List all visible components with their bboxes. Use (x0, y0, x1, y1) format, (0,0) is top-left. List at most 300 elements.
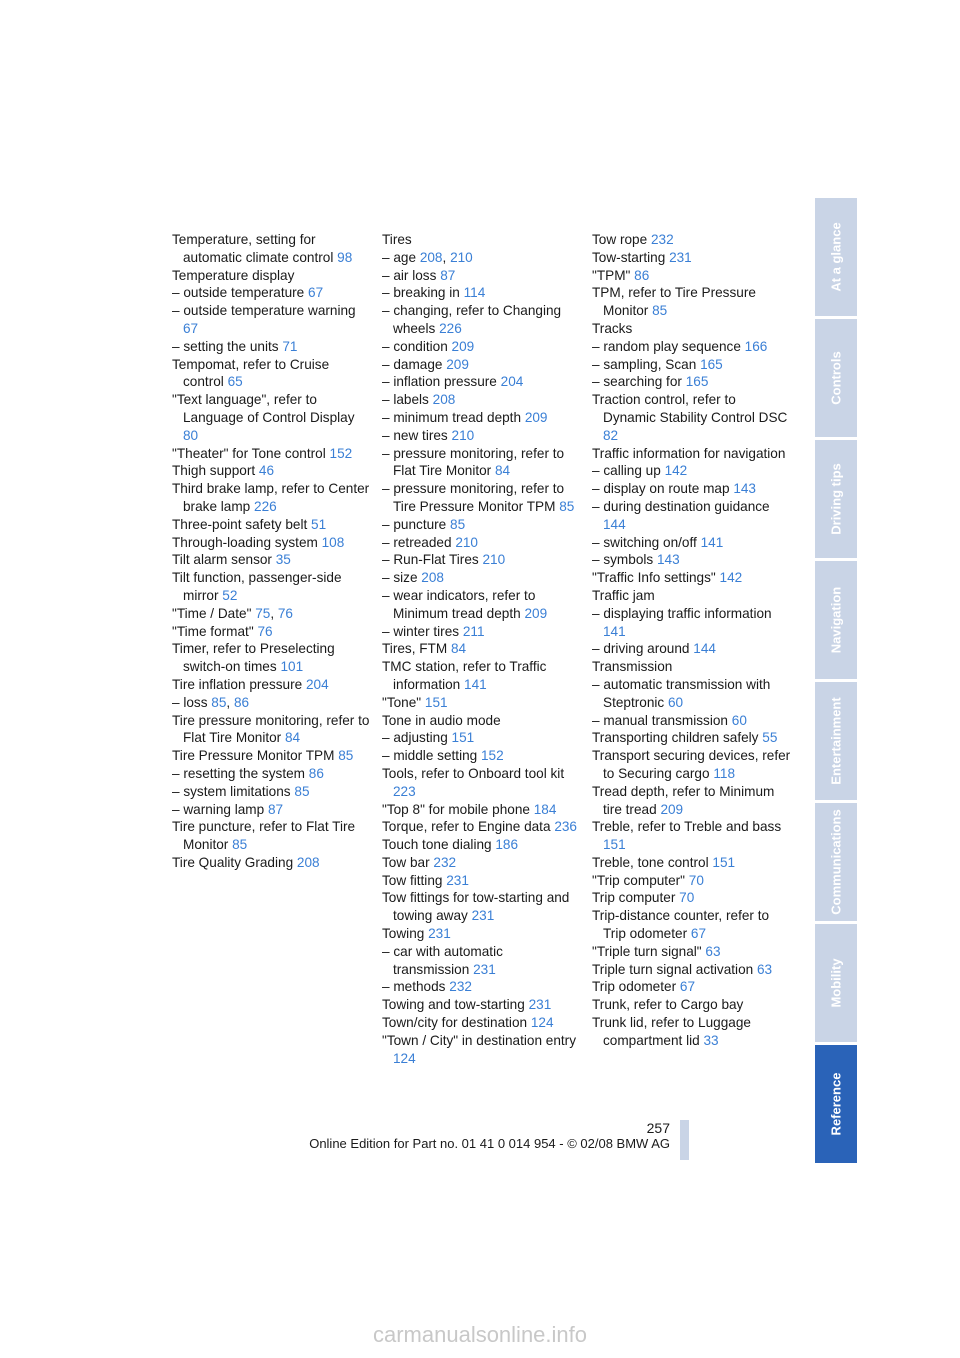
page-ref-link[interactable]: 184 (533, 801, 557, 817)
index-term: – searching for (592, 374, 682, 390)
index-entry (382, 427, 582, 445)
index-term: Through-loading system (172, 534, 318, 550)
page-ref-link[interactable]: 87 (267, 801, 284, 817)
index-term: – new tires (382, 427, 448, 443)
index-term: Three-point safety belt (172, 516, 308, 532)
index-entry (592, 391, 792, 444)
index-term: – loss (172, 694, 208, 710)
index-entry (382, 623, 582, 641)
index-entry (592, 605, 792, 641)
page-ref-link[interactable]: 55 (762, 730, 778, 746)
page-ref-link[interactable]: 151 (451, 730, 475, 746)
index-entry (172, 783, 372, 801)
index-entry (592, 854, 792, 872)
index-term: "Time format" (172, 623, 254, 639)
page-ref-link[interactable]: 108 (321, 534, 345, 550)
index-term: Treble, tone control (592, 854, 709, 870)
index-term: Triple turn signal activation (592, 961, 754, 977)
index-entry (592, 961, 792, 979)
section-tab-label: Controls (828, 351, 844, 405)
index-term: "Triple turn signal" (592, 943, 702, 959)
page-ref-link[interactable]: 208 (296, 854, 320, 870)
page-ref-link[interactable]: 85 (232, 837, 248, 853)
index-term: Trip computer (592, 890, 676, 906)
page-ref-link[interactable]: 80 (183, 427, 199, 443)
index-term: Tires (382, 232, 412, 247)
section-tabs (815, 198, 857, 1166)
index-entry (592, 729, 792, 747)
index-term: Temperature, setting for automatic climate control (172, 232, 334, 265)
page-ref-link[interactable]: 166 (744, 338, 768, 354)
index-entry (382, 409, 582, 427)
page-ref-link[interactable]: 231 (528, 997, 552, 1013)
index-entry (172, 854, 372, 872)
page-ref-link[interactable]: 210 (451, 427, 475, 443)
index-entry (592, 480, 792, 498)
index-entry (382, 587, 582, 623)
page-ref-link[interactable]: 151 (712, 854, 736, 870)
index-term: – pressure monitoring, refer to Tire Pressure Monitor TPM (382, 481, 565, 514)
page-ref-link[interactable]: 210 (455, 534, 478, 550)
page-ref-link[interactable]: 231 (471, 908, 495, 924)
index-term: – driving around (592, 641, 690, 657)
page-ref-link[interactable]: 144 (603, 516, 626, 532)
page-ref-link[interactable]: 85 (450, 516, 466, 532)
index-term: Tilt alarm sensor (172, 552, 272, 568)
index-term: "Town / City" in destination entry (382, 1032, 577, 1048)
page-ref-link[interactable]: 87 (440, 267, 456, 283)
page-ref-link[interactable]: 86 (308, 765, 324, 781)
section-tab-label: Driving tips (828, 463, 844, 535)
index-entry (382, 338, 582, 356)
index-entry (382, 996, 582, 1014)
page-ref-link[interactable]: 82 (603, 427, 619, 443)
page-ref-link[interactable]: 151 (603, 837, 626, 853)
index-term: – automatic transmission with Steptronic (592, 676, 771, 710)
index-entry (172, 818, 372, 854)
index-entry (382, 872, 582, 890)
index-entry (592, 1014, 792, 1050)
index-term: Town/city for destination (382, 1015, 528, 1031)
index-entry (382, 747, 582, 765)
index-entry (382, 694, 582, 712)
index-entry (172, 267, 372, 285)
index-entry (172, 445, 372, 463)
index-entry (382, 925, 582, 943)
index-entry (382, 889, 582, 925)
index-entry (592, 462, 792, 480)
index-entry (172, 534, 372, 552)
index-column-3 (592, 231, 792, 1050)
index-entry (592, 249, 792, 267)
index-term: – minimum tread depth (382, 409, 522, 425)
page-ref-link[interactable]: 124 (393, 1050, 416, 1066)
index-term: – damage (382, 356, 443, 372)
index-term: Towing and tow-starting (382, 997, 525, 1013)
page-ref-link[interactable]: 141 (700, 534, 724, 550)
index-entry (172, 302, 372, 338)
index-entry (382, 712, 582, 730)
index-term: – manual transmission (592, 712, 728, 728)
section-tab-label: Entertainment (828, 697, 844, 785)
index-term: Tempomat, refer to Cruise control (172, 356, 330, 390)
index-term: Transmission (592, 659, 673, 675)
page-ref-link[interactable]: 67 (679, 979, 696, 995)
index-term: Torque, refer to Engine data (382, 819, 551, 835)
index-term: "Tone" (382, 694, 422, 710)
index-term: Temperature display (172, 267, 295, 283)
index-entry (382, 801, 582, 819)
index-term: Tire puncture, refer to Flat Tire Monitor (172, 819, 356, 853)
index-entry (382, 1014, 582, 1032)
index-entry (382, 854, 582, 872)
index-entry (172, 765, 372, 783)
index-term: – changing, refer to Changing wheels (382, 303, 562, 336)
index-entry: "Time / Date" 75, 76 (172, 605, 293, 621)
index-entry (172, 356, 372, 392)
page-ref-link[interactable]: 141 (464, 676, 487, 692)
page-ref-link[interactable]: 208 (432, 392, 456, 408)
index-entry (382, 534, 582, 552)
index-entry (172, 640, 372, 676)
index-entry (382, 551, 582, 569)
index-entry (172, 231, 372, 267)
index-term: – display on route map (592, 481, 730, 497)
page-ref-link[interactable]: 208 (421, 570, 444, 586)
page-ref-link[interactable]: 46 (258, 463, 275, 479)
index-term: Trip odometer (592, 979, 677, 995)
index-entry (382, 640, 582, 658)
index-entry (592, 712, 792, 730)
index-term: "Traffic Info settings" (592, 570, 716, 586)
index-term: – switching on/off (592, 534, 697, 550)
index-entry (592, 907, 792, 943)
section-tab-navigation[interactable] (815, 561, 857, 679)
index-term: – displaying traffic information (592, 605, 772, 621)
index-entry (592, 373, 792, 391)
page-ref-link[interactable]: 67 (183, 320, 199, 336)
index-term: Treble, refer to Treble and bass (592, 819, 782, 835)
page-ref-link[interactable]: 76 (257, 623, 273, 639)
section-tab-driving-tips[interactable] (815, 440, 857, 558)
section-tab-mobility[interactable] (815, 924, 857, 1042)
index-term: Transporting children safely (592, 730, 759, 746)
index-entry (592, 587, 792, 605)
page-ref-link[interactable]: 141 (603, 623, 626, 639)
index-entry (172, 516, 372, 534)
index-entry (592, 445, 792, 463)
section-tab-label: Mobility (828, 958, 844, 1008)
index-entry (172, 801, 372, 819)
index-entry: – loss 85, 86 (172, 694, 250, 710)
page-ref-link[interactable]: 51 (311, 516, 327, 532)
index-entry (592, 231, 792, 249)
index-term: – symbols (592, 552, 654, 568)
index-term: – during destination guidance (592, 498, 770, 514)
index-entry (382, 569, 582, 587)
index-term: – resetting the system (172, 765, 305, 781)
index-term: – wear indicators, refer to Minimum tread depth (382, 587, 536, 621)
page-ref-link[interactable]: 209 (660, 801, 684, 817)
index-term: "TPM" (592, 267, 631, 283)
page-ref-link[interactable]: 209 (524, 409, 548, 425)
index-term: – methods (382, 979, 446, 995)
index-term: Traction control, refer to Dynamic Stability Control DSC (592, 392, 788, 425)
index-term: "Theater" for Tone control (172, 445, 326, 461)
index-column-1 (172, 231, 372, 872)
page-ref-link[interactable]: 165 (685, 374, 709, 390)
index-term: – labels (382, 392, 429, 408)
index-entry (592, 978, 792, 996)
page-ref-link[interactable]: 209 (524, 605, 548, 621)
page-ref-link[interactable]: 67 (308, 285, 324, 301)
index-term: Tow-starting (592, 249, 666, 265)
section-tab-controls[interactable] (815, 319, 857, 437)
section-tab-label: Communications (828, 809, 844, 915)
page-ref-link[interactable]: 84 (450, 641, 467, 657)
index-entry (592, 569, 792, 587)
index-entry: – age 208, 210 (382, 249, 473, 265)
page-ref-link[interactable]: 208 (419, 249, 443, 265)
section-tab-label: Navigation (828, 586, 844, 654)
index-term: – middle setting (382, 748, 478, 764)
index-term: Tire inflation pressure (172, 676, 303, 692)
page-ref-link[interactable]: 85 (338, 748, 354, 764)
page-ref-link[interactable]: 236 (554, 819, 577, 835)
index-entry (592, 872, 792, 890)
page-ref-link[interactable]: 76 (277, 605, 293, 621)
page-ref-link[interactable]: 143 (733, 481, 756, 497)
index-entry (382, 391, 582, 409)
page-ref-link[interactable]: 231 (473, 961, 496, 977)
index-term: Tools, refer to Onboard tool kit (382, 765, 565, 781)
index-entry (172, 623, 372, 641)
index-term: – setting the units (172, 338, 279, 354)
page-ref-link[interactable]: 165 (700, 356, 723, 372)
footer-bar (680, 1120, 689, 1160)
index-entry (592, 676, 792, 712)
index-term: – system limitations (172, 783, 291, 799)
index-term: – condition (382, 338, 448, 354)
index-term: – car with automatic transmission (382, 943, 503, 977)
index-term: Timer, refer to Preselecting switch-on times (172, 641, 335, 675)
index-entry (382, 373, 582, 391)
index-term: – adjusting (382, 730, 448, 746)
index-term: Thigh support (172, 463, 256, 479)
page-ref-link[interactable]: 223 (393, 783, 416, 799)
page-ref-link[interactable]: 232 (650, 232, 674, 247)
page-ref-link[interactable]: 67 (690, 926, 707, 942)
index-entry (382, 836, 582, 854)
index-entry (382, 302, 582, 338)
index-entry (382, 658, 582, 694)
index-term: – outside temperature warning (172, 303, 356, 319)
index-term: Tires, FTM (382, 641, 448, 657)
index-term: – outside temperature (172, 285, 305, 301)
index-entry (592, 551, 792, 569)
section-tab-reference[interactable] (815, 1045, 857, 1163)
page-ref-link[interactable]: 60 (731, 712, 747, 728)
page-ref-link[interactable]: 84 (494, 463, 511, 479)
index-term: Transport securing devices, refer to Securing cargo (592, 748, 791, 781)
page-ref-link[interactable]: 85 (294, 783, 310, 799)
index-term: Tracks (592, 320, 633, 336)
page-ref-link[interactable]: 142 (719, 570, 743, 586)
index-term: – size (382, 570, 418, 586)
index-term: Tilt function, passenger-side mirror (172, 570, 342, 603)
page-ref-link[interactable]: 71 (282, 338, 298, 354)
index-term: Tire Pressure Monitor TPM (172, 748, 335, 764)
index-entry (382, 765, 582, 801)
page-ref-link[interactable]: 226 (439, 320, 462, 336)
page-ref-link[interactable]: 35 (275, 552, 291, 568)
index-term: Trunk, refer to Cargo bay (592, 997, 744, 1013)
section-tab-label: At a glance (828, 222, 844, 292)
section-tab-communications[interactable] (815, 803, 857, 921)
section-tab-at-a-glance[interactable] (815, 198, 857, 316)
index-term: Tow bar (382, 854, 430, 870)
index-entry (382, 818, 582, 836)
index-entry (382, 729, 582, 747)
page-ref-link[interactable]: 60 (668, 694, 684, 710)
page-ref-link[interactable]: 186 (495, 837, 519, 853)
index-term: Tow rope (592, 232, 648, 247)
index-term: Tow fittings for tow-starting and towing away (382, 890, 570, 924)
index-term: Tow fitting (382, 872, 443, 888)
index-term: – age (382, 249, 417, 265)
page-ref-link[interactable]: 124 (530, 1015, 554, 1031)
page-ref-link[interactable]: 118 (713, 765, 735, 781)
page-ref-link[interactable]: 85 (652, 303, 668, 319)
index-entry (382, 284, 582, 302)
page-ref-link[interactable]: 231 (446, 872, 469, 888)
index-entry (382, 1032, 582, 1068)
page-ref-link[interactable]: 63 (756, 961, 773, 977)
page-ref-link[interactable]: 211 (462, 623, 485, 639)
page-ref-link[interactable]: 231 (669, 249, 692, 265)
index-entry (172, 480, 372, 516)
index-term: – pressure monitoring, refer to Flat Tire Monitor (382, 445, 565, 479)
page-ref-link[interactable]: 142 (664, 463, 688, 479)
index-entry (172, 462, 372, 480)
page-ref-link[interactable]: 86 (233, 694, 250, 710)
index-entry (382, 516, 582, 534)
index-term: – random play sequence (592, 338, 741, 354)
index-entry (172, 284, 372, 302)
page-ref-link[interactable]: 209 (446, 356, 469, 372)
index-entry (592, 889, 792, 907)
index-entry (592, 818, 792, 854)
page-ref-link[interactable]: 204 (305, 676, 329, 692)
index-term: – sampling, Scan (592, 356, 697, 372)
index-term: Tread depth, refer to Minimum tire tread (592, 783, 775, 817)
index-entry (382, 480, 582, 516)
index-term: Trunk lid, refer to Luggage compartment lid (592, 1015, 751, 1048)
index-term: "Time / Date" (172, 605, 252, 621)
index-entry (592, 640, 792, 658)
index-entry (172, 569, 372, 605)
index-term: "Text language", refer to Language of Control Display (172, 392, 355, 425)
page-ref-link[interactable]: 210 (482, 552, 506, 568)
watermark: carmanualsonline.info (372, 1322, 588, 1347)
page-ref-link[interactable]: 75 (255, 605, 271, 621)
index-entry (382, 943, 582, 979)
index-entry (592, 534, 792, 552)
index-entry (592, 943, 792, 961)
index-term: – winter tires (382, 623, 460, 639)
index-entry (172, 551, 372, 569)
index-entry (382, 445, 582, 481)
section-tab-entertainment[interactable] (815, 682, 857, 800)
page-ref-link[interactable]: 204 (500, 374, 524, 390)
index-entry (592, 267, 792, 285)
index-term: TMC station, refer to Traffic information (382, 659, 547, 692)
index-entry (172, 391, 372, 444)
page-ref-link[interactable]: 231 (428, 926, 451, 942)
page-ref-link[interactable]: 232 (433, 854, 457, 870)
index-entry (382, 267, 582, 285)
index-entry (592, 284, 792, 320)
page-ref-link[interactable]: 70 (679, 890, 695, 906)
page-ref-link[interactable]: 86 (634, 267, 650, 283)
page-ref-link[interactable]: 209 (451, 338, 475, 354)
page-ref-link[interactable]: 33 (703, 1032, 719, 1048)
index-entry (592, 996, 792, 1014)
index-entry (172, 676, 372, 694)
index-term: Third brake lamp, refer to Center brake lamp (172, 481, 370, 514)
index-entry (172, 712, 372, 748)
index-entry (382, 356, 582, 374)
index-term: Touch tone dialing (382, 837, 492, 853)
index-term: – warning lamp (172, 801, 265, 817)
page-ref-link[interactable]: 84 (284, 730, 301, 746)
page-ref-link[interactable]: 85 (559, 498, 575, 514)
page-ref-link[interactable]: 152 (481, 748, 504, 764)
page-number: 257 (646, 1120, 670, 1136)
page-ref-link[interactable]: 232 (449, 979, 472, 995)
index-entry (592, 658, 792, 676)
page-ref-link[interactable]: 85 (211, 694, 227, 710)
page-ref-link[interactable]: 65 (227, 374, 243, 390)
index-entry (382, 978, 582, 996)
page-ref-link[interactable]: 151 (424, 694, 448, 710)
index-entry (592, 320, 792, 338)
page-ref-link[interactable]: 152 (329, 445, 353, 461)
index-entry (592, 498, 792, 534)
page-ref-link[interactable]: 101 (280, 659, 304, 675)
index-term: Tire pressure monitoring, refer to Flat Tire Monitor (172, 712, 370, 746)
page-ref-link[interactable]: 226 (254, 498, 277, 514)
index-term: – calling up (592, 463, 661, 479)
page-ref-link[interactable]: 143 (656, 552, 680, 568)
index-entry (592, 338, 792, 356)
index-term: – air loss (382, 267, 437, 283)
index-term: – puncture (382, 516, 447, 532)
index-term: Towing (382, 926, 425, 942)
page-ref-link[interactable]: 98 (337, 249, 353, 265)
index-term: Trip-distance counter, refer to Trip odometer (592, 908, 770, 942)
index-term: Tire Quality Grading (172, 854, 294, 870)
page-ref-link[interactable]: 144 (693, 641, 716, 657)
page-ref-link[interactable]: 63 (705, 943, 721, 959)
index-entry (172, 747, 372, 765)
page-ref-link[interactable]: 210 (450, 249, 473, 265)
index-term: Tone in audio mode (382, 712, 501, 728)
index-entry (382, 231, 582, 249)
page-ref-link[interactable]: 70 (688, 872, 704, 888)
page-ref-link[interactable]: 114 (463, 285, 486, 301)
page-ref-link[interactable]: 52 (222, 587, 238, 603)
